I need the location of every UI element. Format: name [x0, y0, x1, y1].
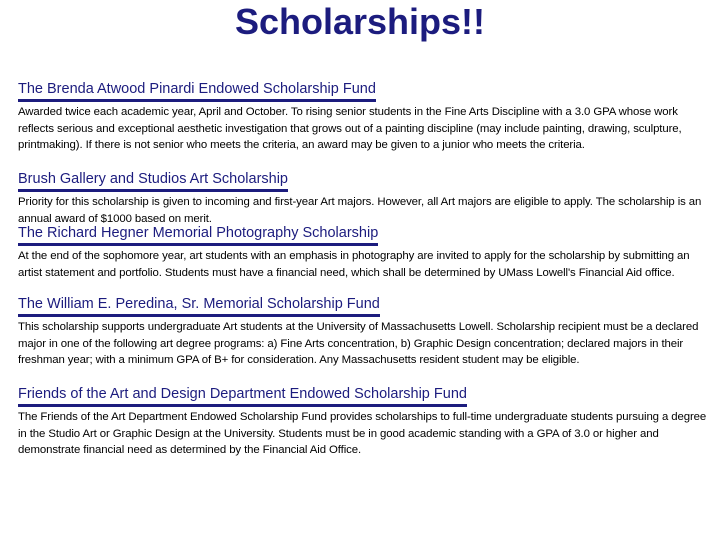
scholarship-item	[18, 170, 714, 227]
scholarship-description: The Friends of the Art Department Endowed Scholarship Fund provides scholarships to full-time undergraduate students pursuing a degree in the Studio Art or Graphic Design at the University. Students must be in good academic standing with a GPA of 3.0 or higher and demonstrate financial need as determined by the Financial Aid Office.	[18, 411, 707, 457]
scholarship-title-link[interactable]: Brush Gallery and Studios Art Scholarship	[18, 170, 288, 192]
scholarship-item	[18, 80, 714, 154]
page-title: Scholarships!!	[234, 1, 486, 42]
scholarship-description: This scholarship supports undergraduate Art students at the University of Massachusetts Lowell. Scholarship recipient must be a declared major in one of the following art degree programs: a) Fine Arts concentration, b) Graphic Design concentration; declared majors in their freshman year; with a minimum GPA of B+ for consideration. Any Massachusetts resident student may be eligible.	[18, 321, 699, 367]
scholarship-title-link[interactable]: The Richard Hegner Memorial Photography Scholarship	[18, 224, 378, 246]
scholarship-description: At the end of the sophomore year, art students with an emphasis in photography are invited to apply for the scholarship by submitting an artist statement and portfolio. Students must have a financial need, which shall be determined by UMass Lowell's Financial Aid office.	[18, 250, 690, 279]
scholarship-item	[18, 385, 714, 459]
scholarship-description: Awarded twice each academic year, April and October. To rising senior students in the Fine Arts Discipline with a 3.0 GPA whose work reflects serious and exceptional aesthetic investigation that grows out of a painting discipline (may include painting, drawing, sculpture, printmaking). If there is not senior who meets the criteria, an award may be given to a junior who meets the criteria.	[18, 106, 682, 152]
scholarship-title-link[interactable]: The William E. Peredina, Sr. Memorial Scholarship Fund	[18, 295, 380, 317]
scholarship-description: Priority for this scholarship is given to incoming and first-year Art majors. However, all Art majors are eligible to apply. The scholarship is an annual award of $1000 based on merit.	[18, 196, 702, 225]
scholarship-title-link[interactable]: The Brenda Atwood Pinardi Endowed Scholarship Fund	[18, 80, 376, 102]
scholarship-item	[18, 224, 714, 281]
scholarship-title-link[interactable]: Friends of the Art and Design Department Endowed Scholarship Fund	[18, 385, 467, 407]
scholarship-item	[18, 295, 714, 369]
